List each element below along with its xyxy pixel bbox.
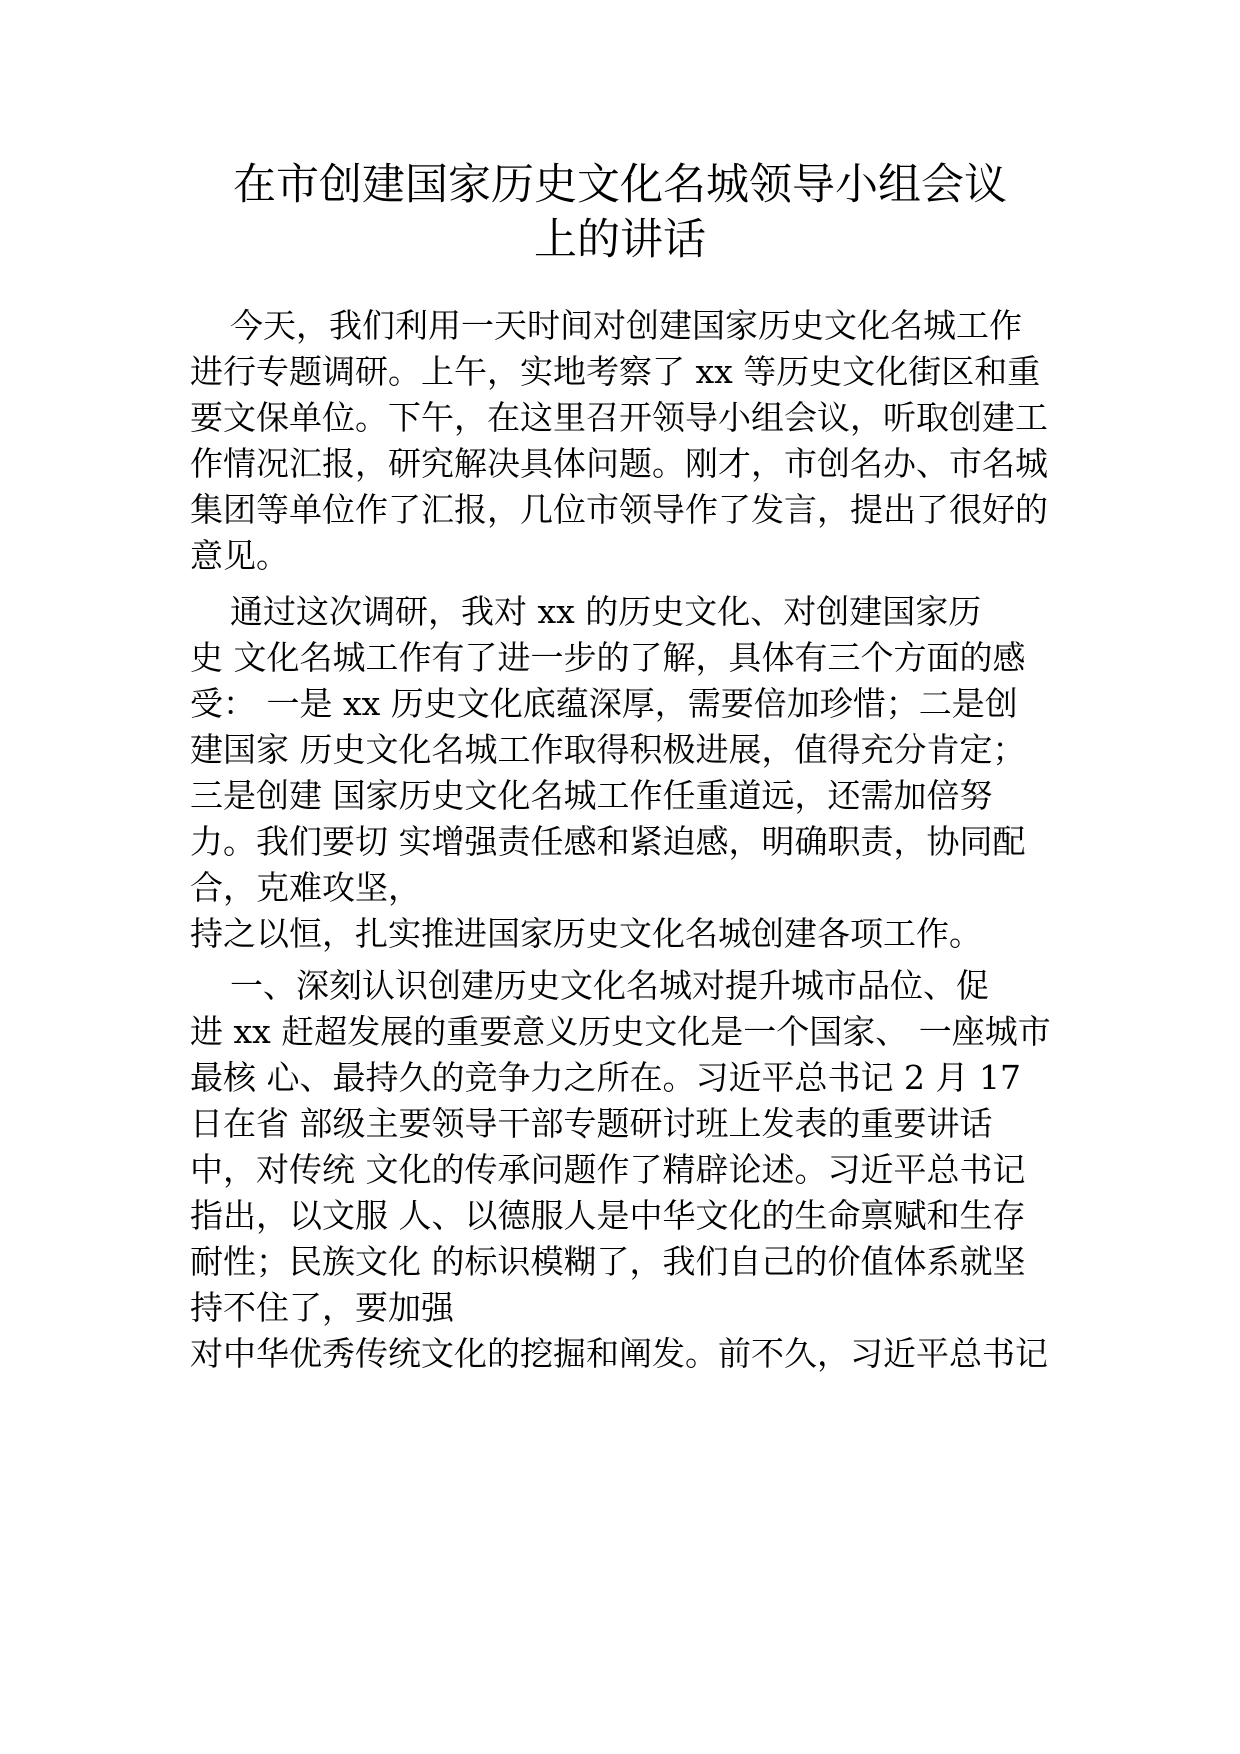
paragraph-1-line: 要文保单位。下午，在这里召开领导小组会议，听取创建工 [190,398,1048,437]
paragraph-2-line: 通过这次调研，我对 xx 的历史文化、对创建国家历 [230,592,982,631]
paragraph-1-line: 作情况汇报，研究解决具体问题。刚才，市创名办、市名城 [190,444,1048,483]
paragraph-3-line: 持不住了，要加强 [190,1288,454,1327]
paragraph-2-line: 力。我们要切 实增强责任感和紧迫感，明确职责，协同配 [190,822,1026,861]
paragraph-3-line: 日在省 部级主要领导干部专题研讨班上发表的重要讲话 [190,1104,993,1143]
document-title-line-1 [150,158,1090,213]
paragraph-3-line: 中，对传统 文化的传承问题作了精辟论述。习近平总书记 [190,1150,1026,1189]
paragraph-2-line: 合，克难攻坚， [190,868,421,907]
paragraph-3-line: 最核 心、最持久的竞争力之所在。习近平总书记 2 月 17 [190,1058,1021,1097]
paragraph-2-line: 受： 一是 xx 历史文化底蕴深厚，需要倍加珍惜；二是创 [190,684,1018,723]
paragraph-2-line: 持之以恒，扎实推进国家历史文化名城创建各项工作。 [190,914,982,953]
document-title-line-2 [150,213,1090,268]
paragraph-3-line: 进 xx 赶超发展的重要意义历史文化是一个国家、 一座城市 [190,1012,1051,1051]
paragraph-1-line: 意见。 [190,536,289,575]
paragraph-1-line: 进行专题调研。上午，实地考察了 xx 等历史文化街区和重 [190,352,1041,391]
paragraph-1-line: 今天，我们利用一天时间对创建国家历史文化名城工作 [230,306,1022,345]
paragraph-3-line: 耐性；民族文化 的标识模糊了，我们自己的价值体系就坚 [190,1242,1026,1281]
paragraph-2-line: 三是创建 国家历史文化名城工作任重道远，还需加倍努 [190,776,993,815]
paragraph-3-line: 一、深刻认识创建历史文化名城对提升城市品位、促 [230,966,989,1005]
paragraph-1-line: 集团等单位作了汇报，几位市领导作了发言，提出了很好的 [190,490,1048,529]
paragraph-2-line: 史 文化名城工作有了进一步的了解，具体有三个方面的感 [190,638,1026,677]
paragraph-3-line: 对中华优秀传统文化的挖掘和阐发。前不久，习近平总书记 [190,1334,1048,1373]
paragraph-3-line: 指出，以文服 人、以德服人是中华文化的生命禀赋和生存 [190,1196,1026,1235]
title-text: 上的讲话 [534,215,706,265]
title-text: 在市创建国家历史文化名城领导小组会议 [233,160,1007,210]
paragraph-2-line: 建国家 历史文化名城工作取得积极进展，值得充分肯定； [190,730,1026,769]
